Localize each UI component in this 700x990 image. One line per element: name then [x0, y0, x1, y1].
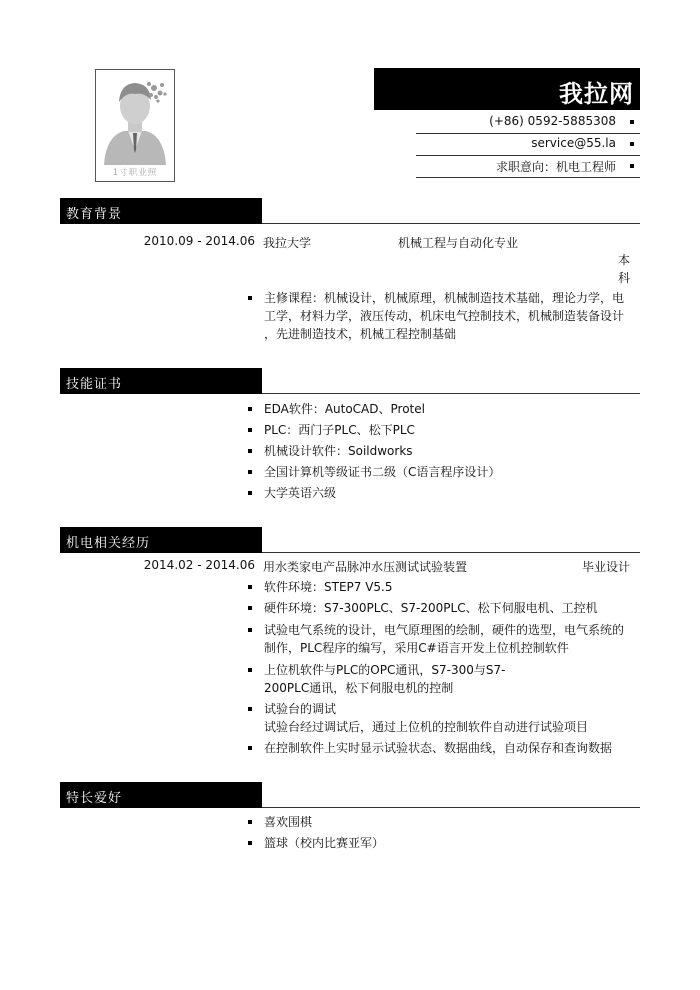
bullet-icon: [248, 470, 252, 474]
list-item: [248, 442, 640, 460]
skill-text: EDA软件：AutoCAD、Protel: [264, 402, 425, 416]
phone-text: (+86) 0592-5885308: [489, 114, 616, 128]
list-item: [248, 463, 640, 481]
list-item: [248, 813, 640, 831]
list-item: [248, 621, 640, 657]
section-title: 机电相关经历: [66, 536, 151, 551]
list-item: [248, 739, 640, 757]
bullet-icon: [248, 668, 252, 672]
bullet-icon: [248, 746, 252, 750]
list-item: [248, 421, 640, 439]
section-header-hobbies: [60, 782, 262, 808]
experience-text-line-1: 试验台的调试: [264, 702, 337, 716]
project-role: 毕业设计: [582, 560, 631, 574]
skill-text: PLC：西门子PLC、松下PLC: [264, 423, 415, 437]
bullet-icon: [248, 407, 252, 411]
section-header-education: [60, 198, 262, 224]
bullet-icon: [630, 142, 634, 146]
list-item: [248, 661, 640, 697]
education-date: 2010.09 - 2014.06: [143, 234, 255, 248]
section-header-experience: [60, 527, 262, 553]
courses-line-1: 主修课程：机械设计，机械原理，机械制造技术基础，理论力学，电: [264, 291, 625, 305]
courses-item: [248, 289, 640, 343]
skill-text: 全国计算机等级证书二级（C语言程序设计）: [264, 465, 501, 479]
section-title: 特长爱好: [66, 791, 123, 806]
objective-row: [416, 155, 640, 178]
list-item: [248, 400, 640, 418]
bullet-icon: [248, 428, 252, 432]
experience-text-line-2: 200PLC通讯，松下伺服电机的控制: [264, 681, 454, 695]
bullet-icon: [248, 585, 252, 589]
person-name: 我拉网: [559, 80, 634, 108]
skill-text: 大学英语六级: [264, 486, 337, 500]
experience-text-line-1: 试验电气系统的设计，电气原理图的绘制，硬件的选型，电气系统的: [264, 623, 625, 637]
experience-date: 2014.02 - 2014.06: [143, 558, 255, 572]
profile-photo: [95, 69, 175, 182]
experience-text-line-2: 制作，PLC程序的编写，采用C#语言开发上位机控制软件: [264, 641, 569, 655]
experience-text: 软件环境：STEP7 V5.5: [264, 580, 393, 594]
degree-line-2: 科: [618, 271, 631, 285]
list-item: [248, 578, 640, 596]
section-header-skills: [60, 368, 262, 394]
bullet-icon: [248, 491, 252, 495]
name-banner: [374, 68, 640, 110]
email-row: [416, 133, 640, 156]
section-title: 技能证书: [66, 377, 123, 392]
courses-line-3: ，先进制造技术，机械工程控制基础: [264, 327, 457, 341]
list-item: [248, 484, 640, 502]
hobby-text: 喜欢围棋: [264, 815, 313, 829]
school-name: 我拉大学: [263, 236, 312, 250]
section-divider: [262, 807, 640, 808]
bullet-icon: [248, 820, 252, 824]
section-divider: [262, 223, 640, 224]
major-name: 机械工程与自动化专业: [398, 236, 519, 250]
experience-text-line-1: 上位机软件与PLC的OPC通讯，S7-300与S7-: [264, 663, 506, 677]
skill-text: 机械设计软件：Soildworks: [264, 444, 413, 458]
list-item: [248, 599, 640, 617]
experience-text: 硬件环境：S7-300PLC、S7-200PLC、松下伺服电机、工控机: [264, 601, 598, 615]
experience-text: 在控制软件上实时显示试验状态、数据曲线，自动保存和查询数据: [264, 741, 613, 755]
section-divider: [262, 393, 640, 394]
bullet-icon: [248, 841, 252, 845]
list-item: [248, 700, 640, 736]
degree-line-1: 本: [618, 253, 631, 267]
section-divider: [262, 552, 640, 553]
bullet-icon: [248, 449, 252, 453]
project-name: 用水类家电产品脉冲水压测试试验装置: [263, 560, 468, 574]
list-item: [248, 834, 640, 852]
phone-row: [416, 111, 640, 134]
avatar-silhouette-icon: [96, 70, 174, 165]
section-title: 教育背景: [66, 207, 123, 222]
experience-text-line-2: 试验台经过调试后，通过上位机的控制软件自动进行试验项目: [264, 720, 589, 734]
email-text: service@55.la: [531, 136, 616, 150]
bullet-icon: [248, 296, 252, 300]
hobby-text: 篮球（校内比赛亚军）: [264, 836, 385, 850]
bullet-icon: [630, 120, 634, 124]
bullet-icon: [248, 606, 252, 610]
courses-line-2: 工学，材料力学，液压传动，机床电气控制技术，机械制造装备设计: [264, 309, 625, 323]
bullet-icon: [248, 707, 252, 711]
bullet-icon: [248, 628, 252, 632]
objective-text: 求职意向：机电工程师: [495, 160, 616, 174]
bullet-icon: [630, 164, 634, 168]
photo-label: 1寸职业照: [112, 168, 158, 178]
